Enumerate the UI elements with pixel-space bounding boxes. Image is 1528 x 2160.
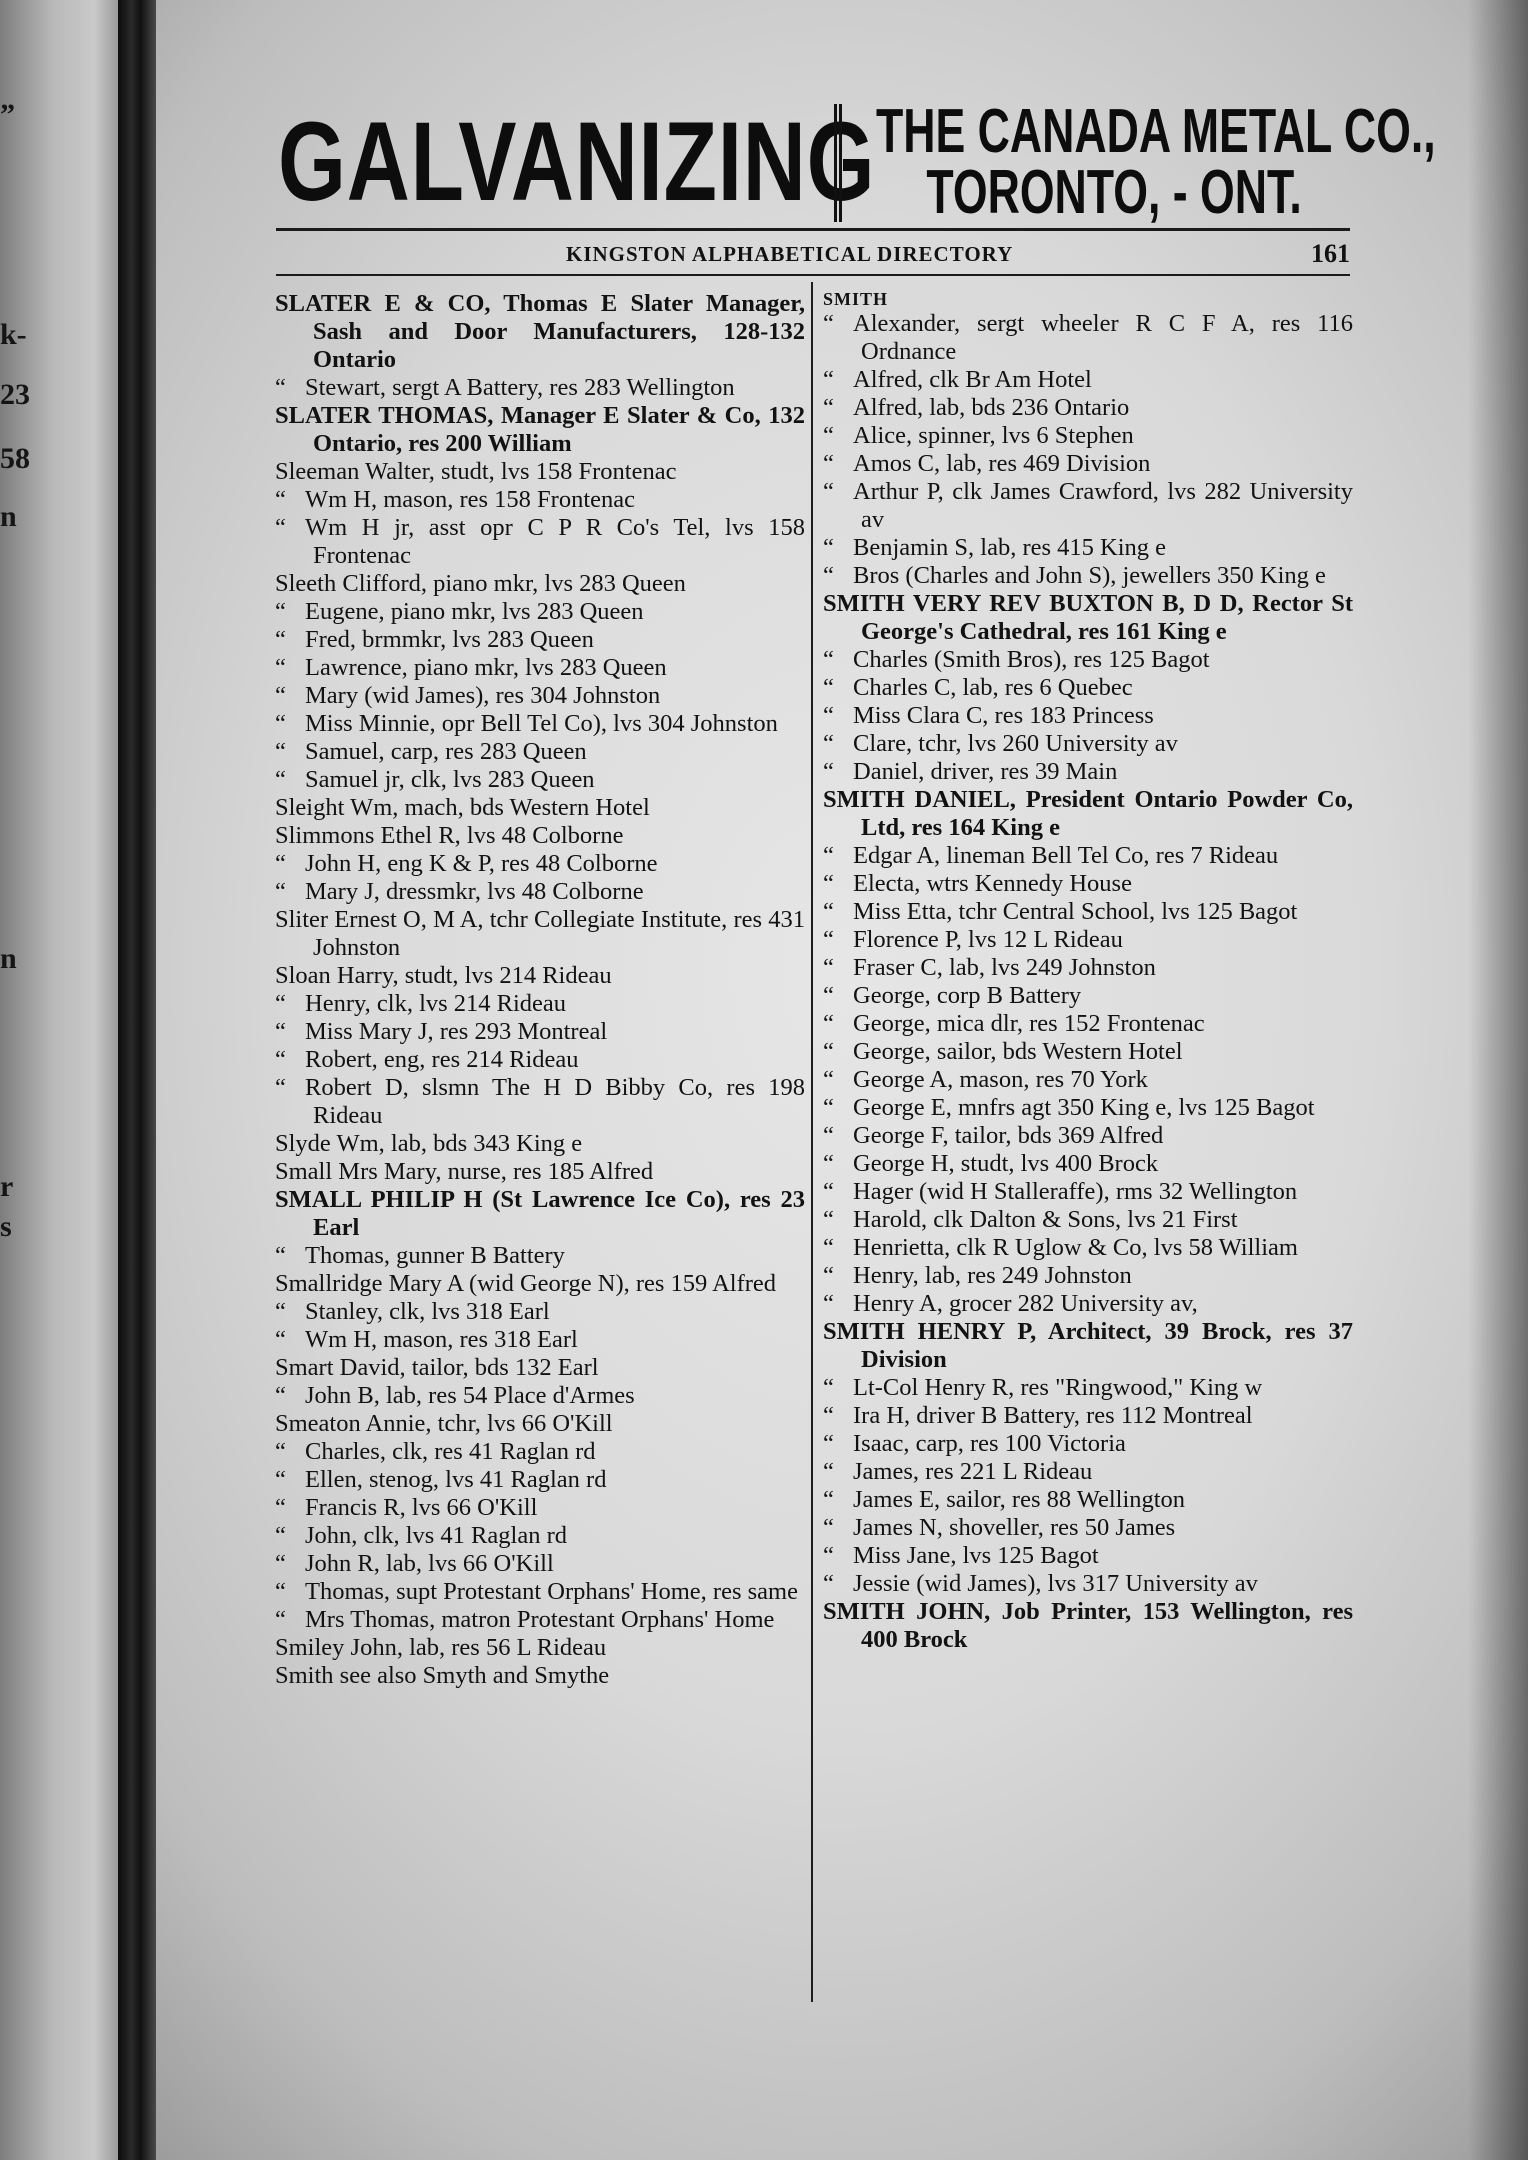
directory-entry — [275, 514, 805, 570]
directory-entry — [275, 1046, 805, 1074]
directory-entry — [823, 758, 1353, 786]
directory-entry — [275, 850, 805, 878]
directory-entry — [823, 1066, 1353, 1094]
ditto-mark: “ — [275, 1578, 286, 1605]
ditto-mark: “ — [823, 702, 834, 729]
entry-text: George E, mnfrs agt 350 King e, lvs 125 Bagot — [853, 1094, 1315, 1121]
ditto-mark: “ — [823, 394, 834, 421]
ditto-mark: “ — [823, 1178, 834, 1205]
directory-entry — [275, 990, 805, 1018]
ditto-mark: “ — [823, 1094, 834, 1121]
ditto-mark: “ — [275, 710, 286, 737]
entry-text: Amos C, lab, res 469 Division — [853, 450, 1151, 477]
directory-entry — [275, 374, 805, 402]
directory-entry — [275, 962, 805, 990]
directory-entry — [823, 422, 1353, 450]
directory-entry — [275, 710, 805, 738]
ditto-mark: “ — [823, 926, 834, 953]
directory-entry — [823, 926, 1353, 954]
entry-text: Eugene, piano mkr, lvs 283 Queen — [305, 598, 644, 625]
entry-text: Henry, lab, res 249 Johnston — [853, 1262, 1132, 1289]
directory-entry — [823, 898, 1353, 926]
book-gutter — [118, 0, 156, 2160]
directory-entry — [823, 982, 1353, 1010]
ditto-mark: “ — [275, 1466, 286, 1493]
ditto-mark: “ — [823, 534, 834, 561]
entry-text: Fred, brmmkr, lvs 283 Queen — [305, 626, 594, 653]
ditto-mark: “ — [275, 1438, 286, 1465]
directory-entry — [823, 1542, 1353, 1570]
ditto-mark: “ — [823, 870, 834, 897]
entry-text: Alfred, lab, bds 236 Ontario — [853, 394, 1130, 421]
directory-entry — [275, 1578, 805, 1606]
ditto-mark: “ — [823, 730, 834, 757]
ditto-mark: “ — [823, 1234, 834, 1261]
directory-entry — [275, 1634, 805, 1662]
entry-text: Edgar A, lineman Bell Tel Co, res 7 Rideau — [853, 842, 1279, 869]
directory-entry — [275, 1074, 805, 1130]
right-column — [823, 290, 1353, 1654]
directory-entry — [823, 1234, 1353, 1262]
directory-entry — [823, 1570, 1353, 1598]
directory-entry — [823, 1010, 1353, 1038]
entry-text: SMALL PHILIP H (St Lawrence Ice Co), res 23 Earl — [275, 1186, 805, 1241]
directory-entry — [823, 870, 1353, 898]
entry-text: Sloan Harry, studt, lvs 214 Rideau — [275, 962, 612, 989]
right-column-entries — [823, 310, 1353, 1654]
directory-entry — [275, 878, 805, 906]
directory-entry — [275, 822, 805, 850]
directory-entry — [275, 1326, 805, 1354]
entry-text: Slimmons Ethel R, lvs 48 Colborne — [275, 822, 624, 849]
entry-text: Sleeth Clifford, piano mkr, lvs 283 Queen — [275, 570, 686, 597]
entry-text: Robert D, slsmn The H D Bibby Co, res 198 Rideau — [305, 1074, 805, 1129]
ditto-mark: “ — [823, 1038, 834, 1065]
entry-text: Hager (wid H Stalleraffe), rms 32 Wellington — [853, 1178, 1298, 1205]
entry-text: Alfred, clk Br Am Hotel — [853, 366, 1092, 393]
ditto-mark: “ — [275, 1382, 286, 1409]
margin-fragment: r — [0, 1170, 14, 1203]
directory-entry — [823, 562, 1353, 590]
directory-entry — [275, 626, 805, 654]
entry-text: George A, mason, res 70 York — [853, 1066, 1148, 1093]
directory-entry — [823, 1402, 1353, 1430]
running-head-rule — [276, 274, 1350, 276]
entry-text: SMITH DANIEL, President Ontario Powder Co, Ltd, res 164 King e — [823, 786, 1353, 841]
entry-text: Thomas, supt Protestant Orphans' Home, res same — [305, 1578, 798, 1605]
entry-text: Thomas, gunner B Battery — [305, 1242, 565, 1269]
directory-entry — [823, 590, 1353, 646]
ditto-mark: “ — [823, 1206, 834, 1233]
entry-text: John R, lab, lvs 66 O'Kill — [305, 1550, 554, 1577]
directory-entry — [823, 450, 1353, 478]
entry-text: Daniel, driver, res 39 Main — [853, 758, 1118, 785]
ditto-mark: “ — [823, 366, 834, 393]
ditto-mark: “ — [823, 674, 834, 701]
ditto-mark: “ — [823, 1374, 834, 1401]
directory-entry — [823, 534, 1353, 562]
entry-text: George F, tailor, bds 369 Alfred — [853, 1122, 1164, 1149]
directory-entry — [275, 570, 805, 598]
directory-entry — [823, 1262, 1353, 1290]
ditto-mark: “ — [275, 990, 286, 1017]
ditto-mark: “ — [823, 1066, 834, 1093]
ditto-mark: “ — [275, 1494, 286, 1521]
ad-company-name: THE CANADA METAL CO., — [876, 97, 1436, 166]
entry-text: Ira H, driver B Battery, res 112 Montreal — [853, 1402, 1253, 1429]
page-number: 161 — [1311, 239, 1350, 268]
column-heading: SMITH — [823, 289, 889, 309]
directory-entry — [275, 1186, 805, 1242]
entry-text: Henrietta, clk R Uglow & Co, lvs 58 William — [853, 1234, 1298, 1261]
entry-text: Small Mrs Mary, nurse, res 185 Alfred — [275, 1158, 654, 1185]
directory-entry — [823, 366, 1353, 394]
ditto-mark: “ — [275, 1522, 286, 1549]
header-rule — [276, 228, 1350, 231]
margin-fragment: n — [0, 500, 17, 533]
ditto-mark: “ — [275, 374, 286, 401]
ditto-mark: “ — [823, 1458, 834, 1485]
entry-text: Charles C, lab, res 6 Quebec — [853, 674, 1133, 701]
directory-entry — [823, 1206, 1353, 1234]
ditto-mark: “ — [823, 954, 834, 981]
entry-text: Stanley, clk, lvs 318 Earl — [305, 1298, 550, 1325]
directory-title: KINGSTON ALPHABETICAL DIRECTORY — [566, 242, 1014, 266]
entry-text: Isaac, carp, res 100 Victoria — [853, 1430, 1126, 1457]
entry-text: Sleight Wm, mach, bds Western Hotel — [275, 794, 650, 821]
entry-text: Miss Clara C, res 183 Princess — [853, 702, 1154, 729]
directory-entry — [275, 1606, 805, 1634]
entry-text: Wm H, mason, res 158 Frontenac — [305, 486, 635, 513]
entry-text: James, res 221 L Rideau — [853, 1458, 1093, 1485]
entry-text: George, mica dlr, res 152 Frontenac — [853, 1010, 1205, 1037]
directory-entry — [823, 702, 1353, 730]
directory-entry — [823, 310, 1353, 366]
ditto-mark: “ — [275, 766, 286, 793]
directory-entry — [275, 1298, 805, 1326]
directory-entry — [275, 654, 805, 682]
ditto-mark: “ — [823, 1262, 834, 1289]
entry-text: Sleeman Walter, studt, lvs 158 Frontenac — [275, 458, 677, 485]
directory-entry — [275, 1550, 805, 1578]
directory-entry — [275, 682, 805, 710]
directory-entry — [823, 1458, 1353, 1486]
entry-text: Smallridge Mary A (wid George N), res 159 Alfred — [275, 1270, 777, 1297]
ad-headline: GALVANIZING — [278, 99, 876, 224]
ditto-mark: “ — [823, 450, 834, 477]
ditto-mark: “ — [275, 878, 286, 905]
directory-entry — [823, 786, 1353, 842]
entry-text: Arthur P, clk James Crawford, lvs 282 University av — [853, 478, 1353, 533]
entry-text: Alexander, sergt wheeler R C F A, res 116 Ordnance — [853, 310, 1353, 365]
directory-entry — [275, 1158, 805, 1186]
ditto-mark: “ — [823, 1402, 834, 1429]
entry-text: Slyde Wm, lab, bds 343 King e — [275, 1130, 583, 1157]
directory-entry — [275, 486, 805, 514]
ditto-mark: “ — [275, 1298, 286, 1325]
ditto-mark: “ — [823, 1122, 834, 1149]
entry-text: Stewart, sergt A Battery, res 283 Wellington — [305, 374, 735, 401]
entry-text: Robert, eng, res 214 Rideau — [305, 1046, 579, 1073]
ditto-mark: “ — [823, 982, 834, 1009]
margin-fragment: 58 — [0, 442, 30, 475]
entry-text: Mrs Thomas, matron Protestant Orphans' Home — [305, 1606, 775, 1633]
entry-text: SMITH HENRY P, Architect, 39 Brock, res 37 Division — [823, 1318, 1353, 1373]
ditto-mark: “ — [823, 842, 834, 869]
entry-text: Smith see also Smyth and Smythe — [275, 1662, 610, 1689]
entry-text: Charles, clk, res 41 Raglan rd — [305, 1438, 596, 1465]
ditto-mark: “ — [823, 1514, 834, 1541]
margin-fragment: ” — [0, 98, 15, 131]
entry-text: Jessie (wid James), lvs 317 University av — [853, 1570, 1258, 1597]
ditto-mark: “ — [823, 1570, 834, 1597]
directory-entry — [823, 730, 1353, 758]
advertisement-banner — [278, 96, 1436, 228]
directory-entry — [823, 674, 1353, 702]
running-head — [276, 238, 1350, 272]
ditto-mark: “ — [275, 514, 286, 541]
entry-text: SMITH JOHN, Job Printer, 153 Wellington, res 400 Brock — [823, 1598, 1353, 1653]
ditto-mark: “ — [275, 1326, 286, 1353]
entry-text: Smart David, tailor, bds 132 Earl — [275, 1354, 599, 1381]
directory-entry — [823, 1514, 1353, 1542]
ditto-mark: “ — [275, 654, 286, 681]
directory-entry — [275, 1354, 805, 1382]
ditto-mark: “ — [823, 1010, 834, 1037]
margin-fragment: 23 — [0, 378, 30, 411]
margin-fragment: n — [0, 942, 17, 975]
ditto-mark: “ — [275, 486, 286, 513]
entry-text: James E, sailor, res 88 Wellington — [853, 1486, 1186, 1513]
entry-text: Miss Etta, tchr Central School, lvs 125 Bagot — [853, 898, 1298, 925]
directory-entry — [275, 794, 805, 822]
directory-entry — [823, 954, 1353, 982]
ditto-mark: “ — [275, 850, 286, 877]
entry-text: Ellen, stenog, lvs 41 Raglan rd — [305, 1466, 607, 1493]
directory-entry — [275, 738, 805, 766]
ditto-mark: “ — [823, 310, 834, 337]
directory-entry — [823, 1178, 1353, 1206]
directory-entry — [823, 478, 1353, 534]
entry-text: George H, studt, lvs 400 Brock — [853, 1150, 1159, 1177]
ad-company — [876, 97, 1436, 227]
ditto-mark: “ — [275, 682, 286, 709]
ditto-mark: “ — [275, 626, 286, 653]
entry-text: Electa, wtrs Kennedy House — [853, 870, 1132, 897]
directory-entry — [275, 906, 805, 962]
entry-text: John, clk, lvs 41 Raglan rd — [305, 1522, 567, 1549]
directory-entry — [823, 646, 1353, 674]
entry-text: Clare, tchr, lvs 260 University av — [853, 730, 1178, 757]
directory-entry — [275, 1494, 805, 1522]
directory-entry — [823, 1486, 1353, 1514]
margin-fragment: k- — [0, 318, 27, 351]
entry-text: Smeaton Annie, tchr, lvs 66 O'Kill — [275, 1410, 613, 1437]
column-divider — [811, 282, 813, 2002]
entry-text: George, sailor, bds Western Hotel — [853, 1038, 1183, 1065]
directory-entry — [275, 1242, 805, 1270]
directory-entry — [275, 1662, 805, 1690]
entry-text: Miss Minnie, opr Bell Tel Co), lvs 304 Johnston — [305, 710, 778, 737]
entry-text: Wm H jr, asst opr C P R Co's Tel, lvs 158 Frontenac — [305, 514, 805, 569]
entry-text: John H, eng K & P, res 48 Colborne — [305, 850, 658, 877]
entry-text: Miss Mary J, res 293 Montreal — [305, 1018, 608, 1045]
entry-text: Fraser C, lab, lvs 249 Johnston — [853, 954, 1156, 981]
ad-divider — [834, 104, 842, 222]
ditto-mark: “ — [823, 1290, 834, 1317]
entry-text: SLATER THOMAS, Manager E Slater & Co, 132 Ontario, res 200 William — [275, 402, 805, 457]
ditto-mark: “ — [275, 738, 286, 765]
ditto-mark: “ — [823, 422, 834, 449]
ditto-mark: “ — [275, 1550, 286, 1577]
entry-text: Francis R, lvs 66 O'Kill — [305, 1494, 538, 1521]
directory-entry — [275, 598, 805, 626]
ditto-mark: “ — [275, 1018, 286, 1045]
entry-text: Samuel jr, clk, lvs 283 Queen — [305, 766, 595, 793]
directory-entry — [275, 458, 805, 486]
entry-text: James N, shoveller, res 50 James — [853, 1514, 1176, 1541]
entry-text: Henry, clk, lvs 214 Rideau — [305, 990, 567, 1017]
entry-text: Alice, spinner, lvs 6 Stephen — [853, 422, 1134, 449]
directory-entry — [275, 1410, 805, 1438]
directory-entry — [275, 1522, 805, 1550]
margin-fragment: s — [0, 1210, 12, 1243]
entry-text: Bros (Charles and John S), jewellers 350 King e — [853, 562, 1326, 589]
entry-text: Mary J, dressmkr, lvs 48 Colborne — [305, 878, 644, 905]
entry-text: SLATER E & CO, Thomas E Slater Manager, Sash and Door Manufacturers, 128-132 Ontario — [275, 290, 805, 373]
entry-text: Benjamin S, lab, res 415 King e — [853, 534, 1167, 561]
entry-text: Wm H, mason, res 318 Earl — [305, 1326, 578, 1353]
directory-entry — [275, 1018, 805, 1046]
directory-entry — [275, 766, 805, 794]
entry-text: Lt-Col Henry R, res "Ringwood," King w — [853, 1374, 1263, 1401]
directory-entry — [275, 1130, 805, 1158]
entry-text: SMITH VERY REV BUXTON B, D D, Rector St George's Cathedral, res 161 King e — [823, 590, 1353, 645]
entry-text: Sliter Ernest O, M A, tchr Collegiate Institute, res 431 Johnston — [275, 906, 805, 961]
directory-entry — [275, 1466, 805, 1494]
directory-entry — [275, 1438, 805, 1466]
directory-entry — [823, 1374, 1353, 1402]
directory-entry — [823, 842, 1353, 870]
directory-entry — [275, 402, 805, 458]
ditto-mark: “ — [275, 1074, 286, 1101]
entry-text: Charles (Smith Bros), res 125 Bagot — [853, 646, 1210, 673]
directory-entry — [823, 1122, 1353, 1150]
entry-text: Samuel, carp, res 283 Queen — [305, 738, 587, 765]
page-shadow — [1468, 0, 1528, 2160]
entry-text: George, corp B Battery — [853, 982, 1082, 1009]
ditto-mark: “ — [823, 562, 834, 589]
directory-entry — [275, 1382, 805, 1410]
directory-entry — [823, 1094, 1353, 1122]
ditto-mark: “ — [823, 898, 834, 925]
directory-entry — [823, 1150, 1353, 1178]
entry-text: Harold, clk Dalton & Sons, lvs 21 First — [853, 1206, 1238, 1233]
ditto-mark: “ — [275, 598, 286, 625]
directory-entry — [823, 1598, 1353, 1654]
ditto-mark: “ — [823, 1486, 834, 1513]
ditto-mark: “ — [275, 1242, 286, 1269]
entry-text: Smiley John, lab, res 56 L Rideau — [275, 1634, 607, 1661]
directory-entry — [823, 1290, 1353, 1318]
entry-text: Florence P, lvs 12 L Rideau — [853, 926, 1123, 953]
ad-company-location: TORONTO, - ONT. — [926, 158, 1302, 227]
entry-text: Mary (wid James), res 304 Johnston — [305, 682, 661, 709]
ditto-mark: “ — [823, 1430, 834, 1457]
entry-text: Miss Jane, lvs 125 Bagot — [853, 1542, 1099, 1569]
ditto-mark: “ — [823, 1150, 834, 1177]
directory-entry — [823, 1038, 1353, 1066]
directory-entry — [823, 394, 1353, 422]
ditto-mark: “ — [275, 1606, 286, 1633]
directory-entry — [275, 1270, 805, 1298]
ditto-mark: “ — [275, 1046, 286, 1073]
ditto-mark: “ — [823, 1542, 834, 1569]
ditto-mark: “ — [823, 758, 834, 785]
directory-entry — [275, 290, 805, 374]
entry-text: Henry A, grocer 282 University av, — [853, 1290, 1198, 1317]
entry-text: John B, lab, res 54 Place d'Armes — [305, 1382, 635, 1409]
ditto-mark: “ — [823, 646, 834, 673]
left-column — [275, 290, 805, 1690]
entry-text: Lawrence, piano mkr, lvs 283 Queen — [305, 654, 667, 681]
ditto-mark: “ — [823, 478, 834, 505]
directory-entry — [823, 1318, 1353, 1374]
directory-entry — [823, 1430, 1353, 1458]
